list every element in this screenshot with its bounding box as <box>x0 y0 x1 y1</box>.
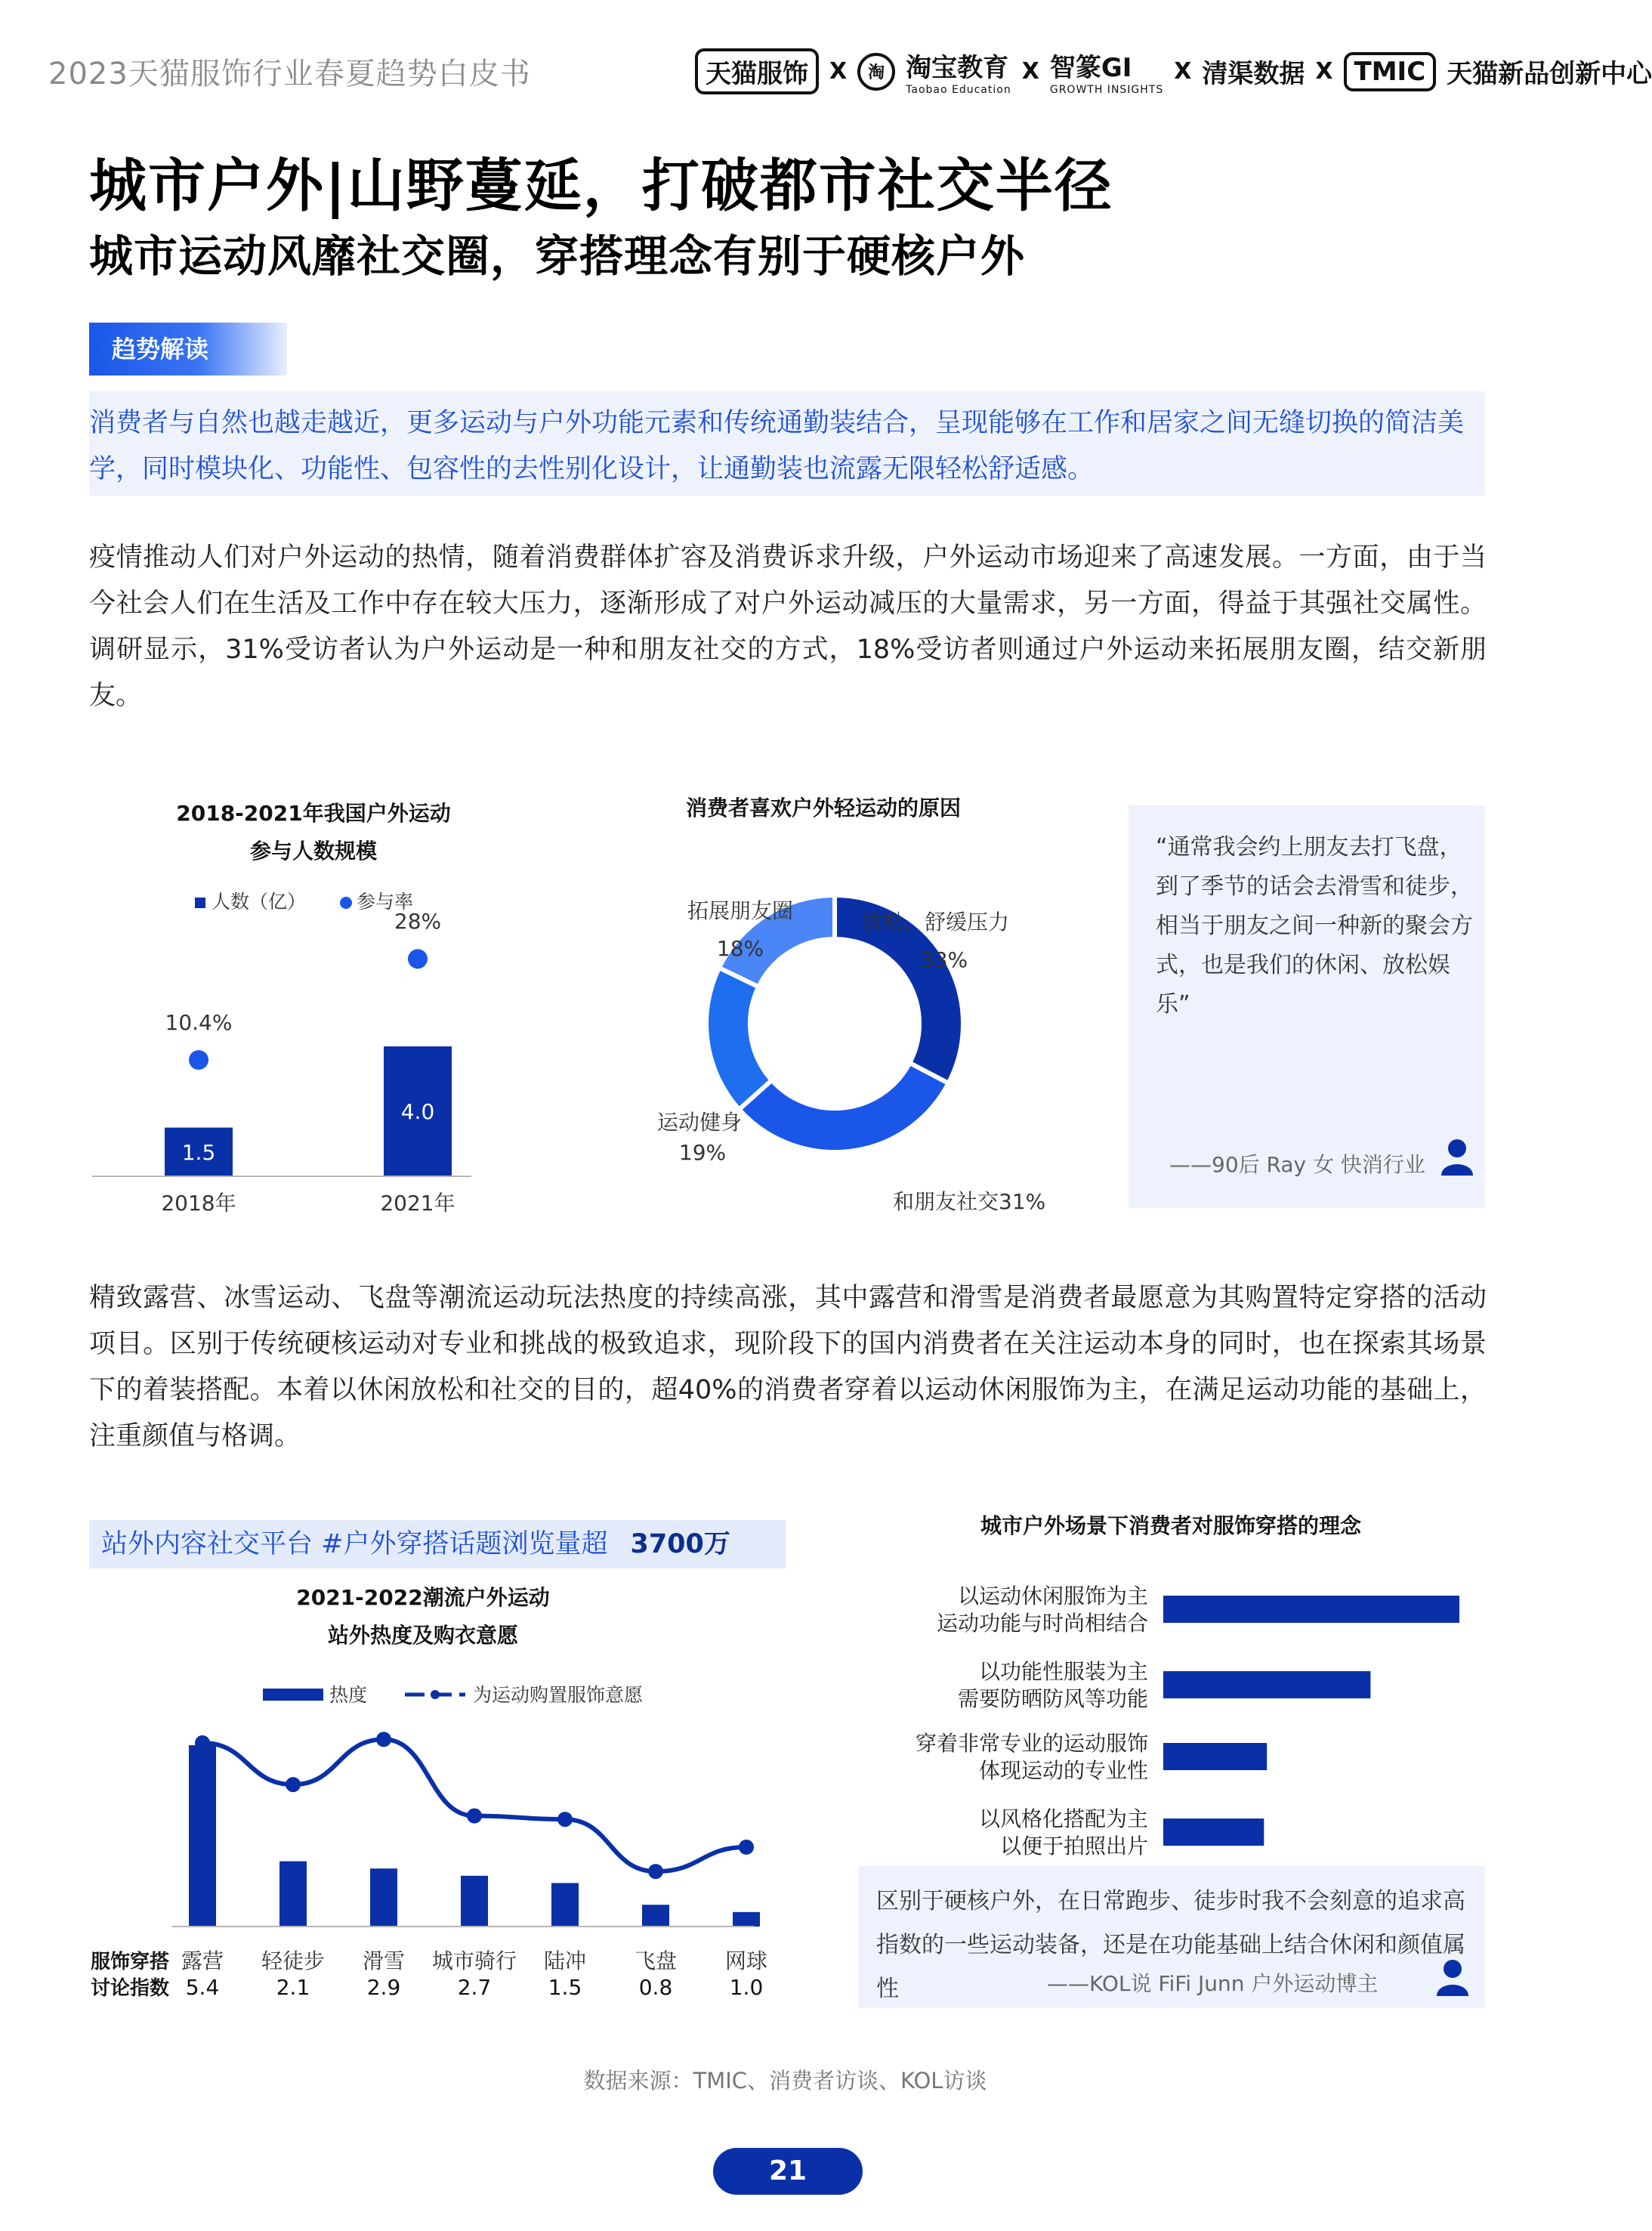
trend-tag: 趋势解读 <box>89 323 287 375</box>
intent-point <box>286 1777 301 1792</box>
highlight-banner: 站外内容社交平台 #户外穿搭话题浏览量超 3700万 <box>89 1520 786 1568</box>
tmic-name: 天猫新品创新中心 <box>1447 59 1652 89</box>
paragraph-2: 精致露营、冰雪运动、飞盘等潮流运动玩法热度的持续高涨，其中露营和滑雪是消费者最愿意为其购置特定穿搭的活动项目。区别于传统硬核运动对专业和挑战的极致追求，现阶段下的国内消费者在关注运动本身的同时，也在探索其场景下的着装搭配。本着以休闲放松和社交的目的，超40%的消费者穿着以运动休闲服饰为主，在满足运动功能的基础上，注重颜值与格调。 <box>89 1283 1487 1451</box>
intent-point <box>557 1812 573 1827</box>
concept-label: 以风格化搭配为主 <box>978 1806 1148 1831</box>
row-label-line2: 讨论指数 <box>91 1977 170 2000</box>
data-source: 数据来源：TMIC、消费者访谈、KOL访谈 <box>583 2068 987 2093</box>
row-value: 1.5 <box>548 1975 582 2000</box>
x-tick-label: 飞盘 <box>634 1948 678 1973</box>
bar-heat <box>642 1905 669 1927</box>
person-icon <box>1440 1138 1474 1176</box>
row-value: 1.0 <box>729 1975 764 2000</box>
legend-label-rate: 参与率 <box>357 891 414 913</box>
row-label-line1: 服饰穿搭 <box>91 1951 170 1973</box>
quote-text: “通常我会约上朋友去打飞盘，到了季节的话会去滑雪和徒步，相当于朋友之间一种新的聚会方式，也是我们的休闲、放松娱乐” <box>1156 834 1473 1018</box>
x-tick-label: 网球 <box>724 1948 768 1973</box>
tmic-logo: TMIC <box>1344 52 1437 91</box>
bar-heat <box>733 1912 760 1927</box>
taobao-edu-logo: 淘宝教育 Taobao Education <box>906 53 1011 96</box>
slice-label: 运动健身 <box>657 1110 743 1135</box>
participation-chart <box>89 876 542 1231</box>
concept-label: 以便于拍照出片 <box>999 1834 1148 1859</box>
slice-value: 19% <box>678 1140 727 1165</box>
chart2-title: 消费者喜欢户外轻运动的原因 <box>685 796 961 820</box>
rate-point <box>189 1050 208 1070</box>
rate-point <box>408 949 428 969</box>
intent-point <box>739 1840 754 1855</box>
bar-heat <box>279 1862 307 1927</box>
concept-label: 运动功能与时尚相结合 <box>936 1611 1148 1636</box>
qingqu-logo: 清渠数据 <box>1202 59 1305 89</box>
separator-x: X <box>1174 58 1192 85</box>
concept-bar <box>1163 1671 1370 1698</box>
x-tick-label: 2018年 <box>161 1191 236 1216</box>
bar-value-label: 4.0 <box>400 1099 435 1124</box>
intent-point <box>195 1735 210 1751</box>
slice-label: 放松、舒缓压力 <box>861 910 1010 935</box>
concept-label: 穿着非常专业的运动服饰 <box>915 1731 1148 1756</box>
bar-value-label: 1.5 <box>181 1139 216 1165</box>
tmall-fashion-logo: 天猫服饰 <box>695 48 819 94</box>
intent-point <box>376 1732 391 1747</box>
quote-signature: ——90后 Ray 女 快消行业 <box>1169 1152 1425 1177</box>
x-tick-label: 露营 <box>181 1948 224 1973</box>
kol-quote-signature: ——KOL说 FiFi Junn 户外运动博主 <box>1047 1971 1379 1996</box>
legend-swatch-bar <box>195 898 205 908</box>
partner-logos <box>695 47 1652 96</box>
bar-heat <box>189 1745 216 1927</box>
page-number: 21 <box>713 2148 863 2195</box>
reasons-donut-chart <box>604 831 1088 1224</box>
x-tick-label: 城市骑行 <box>431 1948 517 1973</box>
concept-label: 以运动休闲服饰为主 <box>957 1584 1148 1608</box>
intent-point <box>467 1809 482 1824</box>
row-value: 0.8 <box>638 1975 673 2000</box>
page-subtitle: 城市运动风靡社交圈，穿搭理念有别于硬核户外 <box>89 230 1026 282</box>
bar-heat <box>370 1868 397 1927</box>
chart3-title: 2021-2022潮流户外运动 站外热度及购衣意愿 <box>296 1585 550 1648</box>
slice-label: 拓展朋友圈 <box>687 898 794 923</box>
legend-label-intent: 为运动购置服饰意愿 <box>473 1684 644 1706</box>
page-title: 城市户外|山野蔓延，打破都市社交半径 <box>89 152 1113 219</box>
donut-slice <box>706 968 772 1110</box>
legend-swatch-dot <box>431 1690 440 1699</box>
intent-line <box>202 1739 746 1871</box>
heat-chart <box>89 1677 769 2010</box>
taobao-edu-icon: 淘 <box>857 53 895 91</box>
concept-label: 以功能性服装为主 <box>978 1659 1148 1684</box>
zhizhuan-logo: 智篆GI GROWTH INSIGHTS <box>1049 53 1164 96</box>
trend-text: 消费者与自然也越走越近，更多运动与户外功能元素和传统通勤装结合，呈现能够在工作和居家之间无缝切换的简洁美学，同时模块化、功能性、包容性的去性别化设计，让通勤装也流露无限轻松舒适感。 <box>89 408 1465 484</box>
rate-value-label: 28% <box>394 909 442 935</box>
person-icon <box>1435 1958 1470 1996</box>
chart1-title: 2018-2021年我国户外运动 参与人数规模 <box>176 801 451 864</box>
slice-label: 和朋友社交31% <box>893 1189 1046 1214</box>
row-value: 2.1 <box>276 1975 310 2000</box>
row-value: 2.9 <box>366 1975 401 2000</box>
x-tick-label: 滑雪 <box>362 1948 406 1973</box>
intent-point <box>648 1864 663 1879</box>
row-value: 2.7 <box>457 1975 492 2000</box>
concept-label: 体现运动的专业性 <box>978 1758 1148 1783</box>
document-title: 2023天猫服饰行业春夏趋势白皮书 <box>48 57 531 91</box>
legend-label-heat: 热度 <box>329 1684 368 1706</box>
x-tick-label: 2021年 <box>380 1191 455 1216</box>
kol-quote-text: 区别于硬核户外，在日常跑步、徒步时我不会刻意的追求高指数的一些运动装备，还是在功能基础上结合休闲和颜值属性 <box>876 1888 1465 2002</box>
legend-swatch-point <box>340 897 352 909</box>
slice-value: 33% <box>920 947 968 972</box>
concepts-bar-chart <box>861 1571 1485 1866</box>
x-tick-label: 陆冲 <box>543 1948 587 1973</box>
concept-label: 需要防晒防风等功能 <box>957 1686 1148 1711</box>
separator-x: X <box>1021 58 1039 85</box>
legend-label-count: 人数（亿） <box>212 891 307 913</box>
separator-x: X <box>1315 58 1333 85</box>
bar-heat <box>461 1876 488 1927</box>
chart4-title: 城市户外场景下消费者对服饰穿搭的理念 <box>980 1513 1361 1538</box>
legend-swatch-heat <box>263 1689 323 1701</box>
separator-x: X <box>829 58 848 85</box>
x-tick-label: 轻徒步 <box>261 1948 326 1973</box>
bar-heat <box>551 1883 579 1927</box>
rate-value-label: 10.4% <box>165 1009 233 1035</box>
concept-bar <box>1163 1743 1267 1770</box>
paragraph-1: 疫情推动人们对户外运动的热情，随着消费群体扩容及消费诉求升级，户外运动市场迎来了高速发展。一方面，由于当今社会人们在生活及工作中存在较大压力，逐渐形成了对户外运动减压的大量需求，另一方面，得益于其强社交属性。调研显示，31%受访者认为户外运动是一种和朋友社交的方式，18%受访者则通过户外运动来拓展朋友圈，结交新朋友。 <box>89 542 1487 711</box>
row-value: 5.4 <box>185 1975 220 2000</box>
slice-value: 18% <box>716 936 764 961</box>
concept-bar <box>1163 1596 1459 1623</box>
concept-bar <box>1163 1818 1264 1846</box>
